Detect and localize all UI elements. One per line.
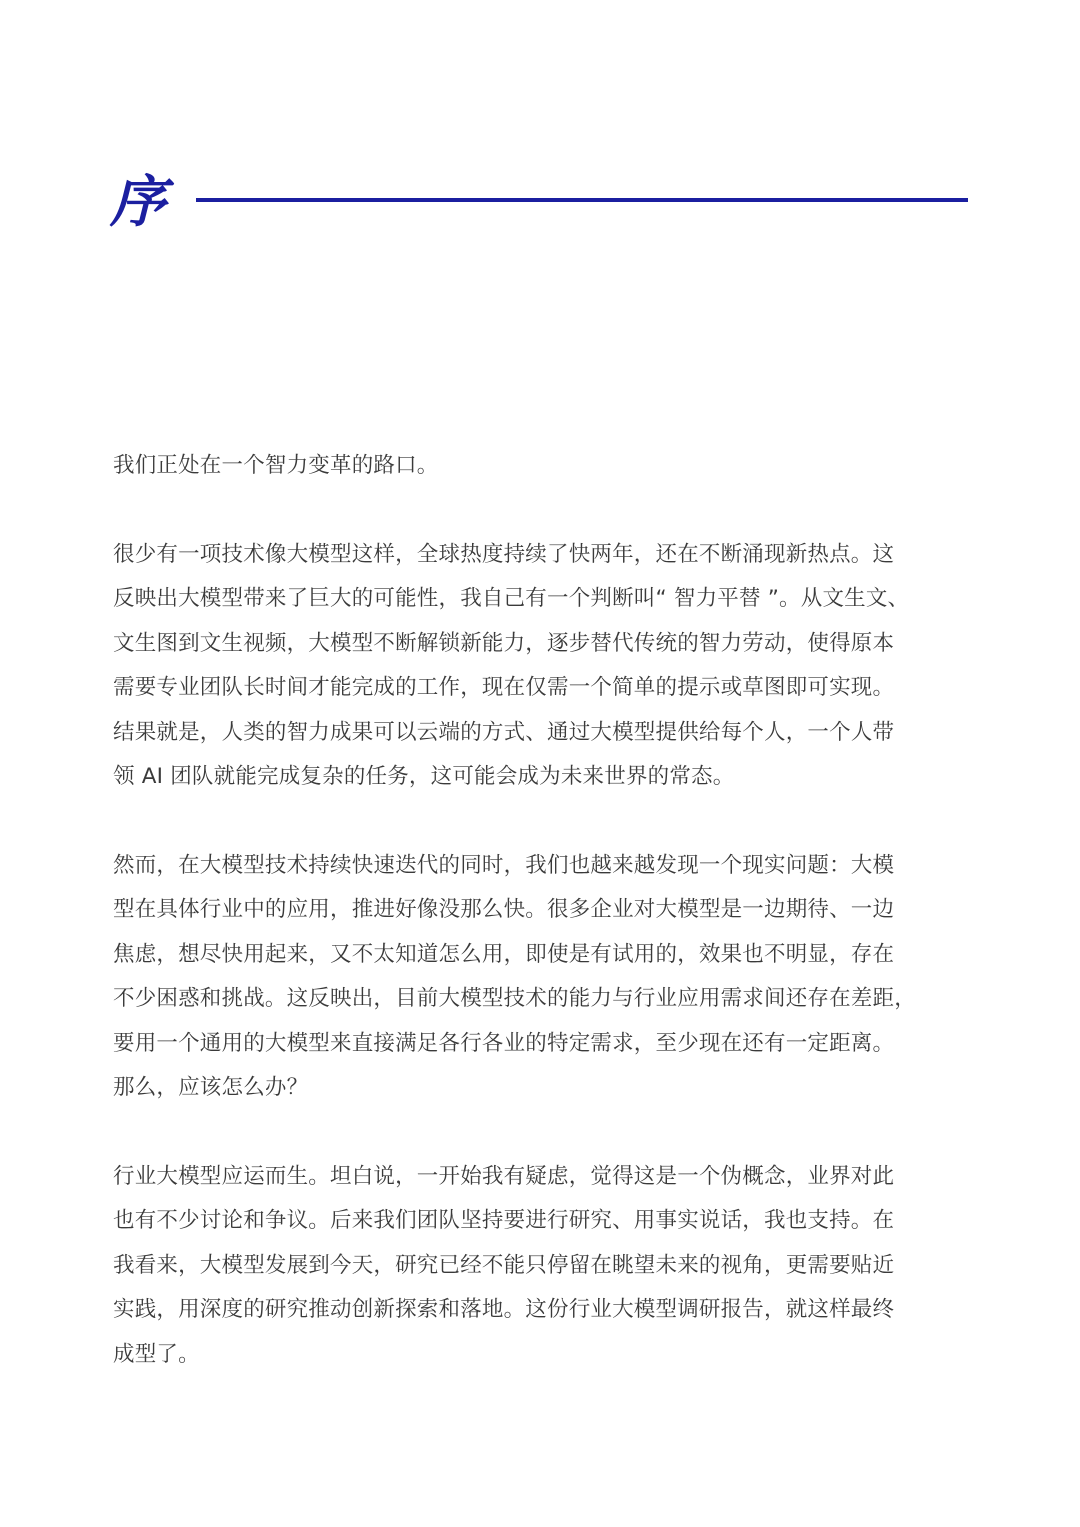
- title-divider: [196, 198, 968, 202]
- paragraph-2: 很少有一项技术像大模型这样，全球热度持续了快两年，还在不断涌现新热点。这 反映出大模型带来了巨大的可能性，我自己有一个判断叫“ 智力平替 ”。从文生文、 文生图到文生视频，大模型不断解锁新能力，逐步替代传统的智力劳动，使得原本 需要专业团队长时间才能完成的工作，现在仅需一个简单的提示或草图即可实现。 结果就是，人类的智力成果可以云端的方式、通过大模型提供给每个人，一个人带 领 AI 团队就能完成复杂的任务，这可能会成为未来世界的常态。: [113, 541, 910, 789]
- section-header: [110, 168, 968, 238]
- paragraph-1: 我们正处在一个智力变革的路口。: [113, 453, 439, 478]
- preface-body: [113, 444, 969, 1421]
- paragraph-3: 然而，在大模型技术持续快速迭代的同时，我们也越来越发现一个现实问题：大模 型在具体行业中的应用，推进好像没那么快。很多企业对大模型是一边期待、一边 焦虑，想尽快用起来，又不太知道怎么用，即使是有试用的，效果也不明显，存在 不少困惑和挑战。这反映出，目前大模型技术的能力与行业应用需求间还存在差距， 要用一个通用的大模型来直接满足各行各业的特定需求，至少现在还有一定距离。 那么，应该怎么办？: [113, 852, 916, 1100]
- paragraph-4: 行业大模型应运而生。坦白说，一开始我有疑虑，觉得这是一个伪概念，业界对此 也有不少讨论和争议。后来我们团队坚持要进行研究、用事实说话，我也支持。在 我看来，大模型发展到今天，研究已经不能只停留在眺望未来的视角，更需要贴近 实践，用深度的研究推动创新探索和落地。这份行业大模型调研报告，就这样最终 成型了。: [113, 1163, 895, 1367]
- section-title: 序: [110, 170, 166, 235]
